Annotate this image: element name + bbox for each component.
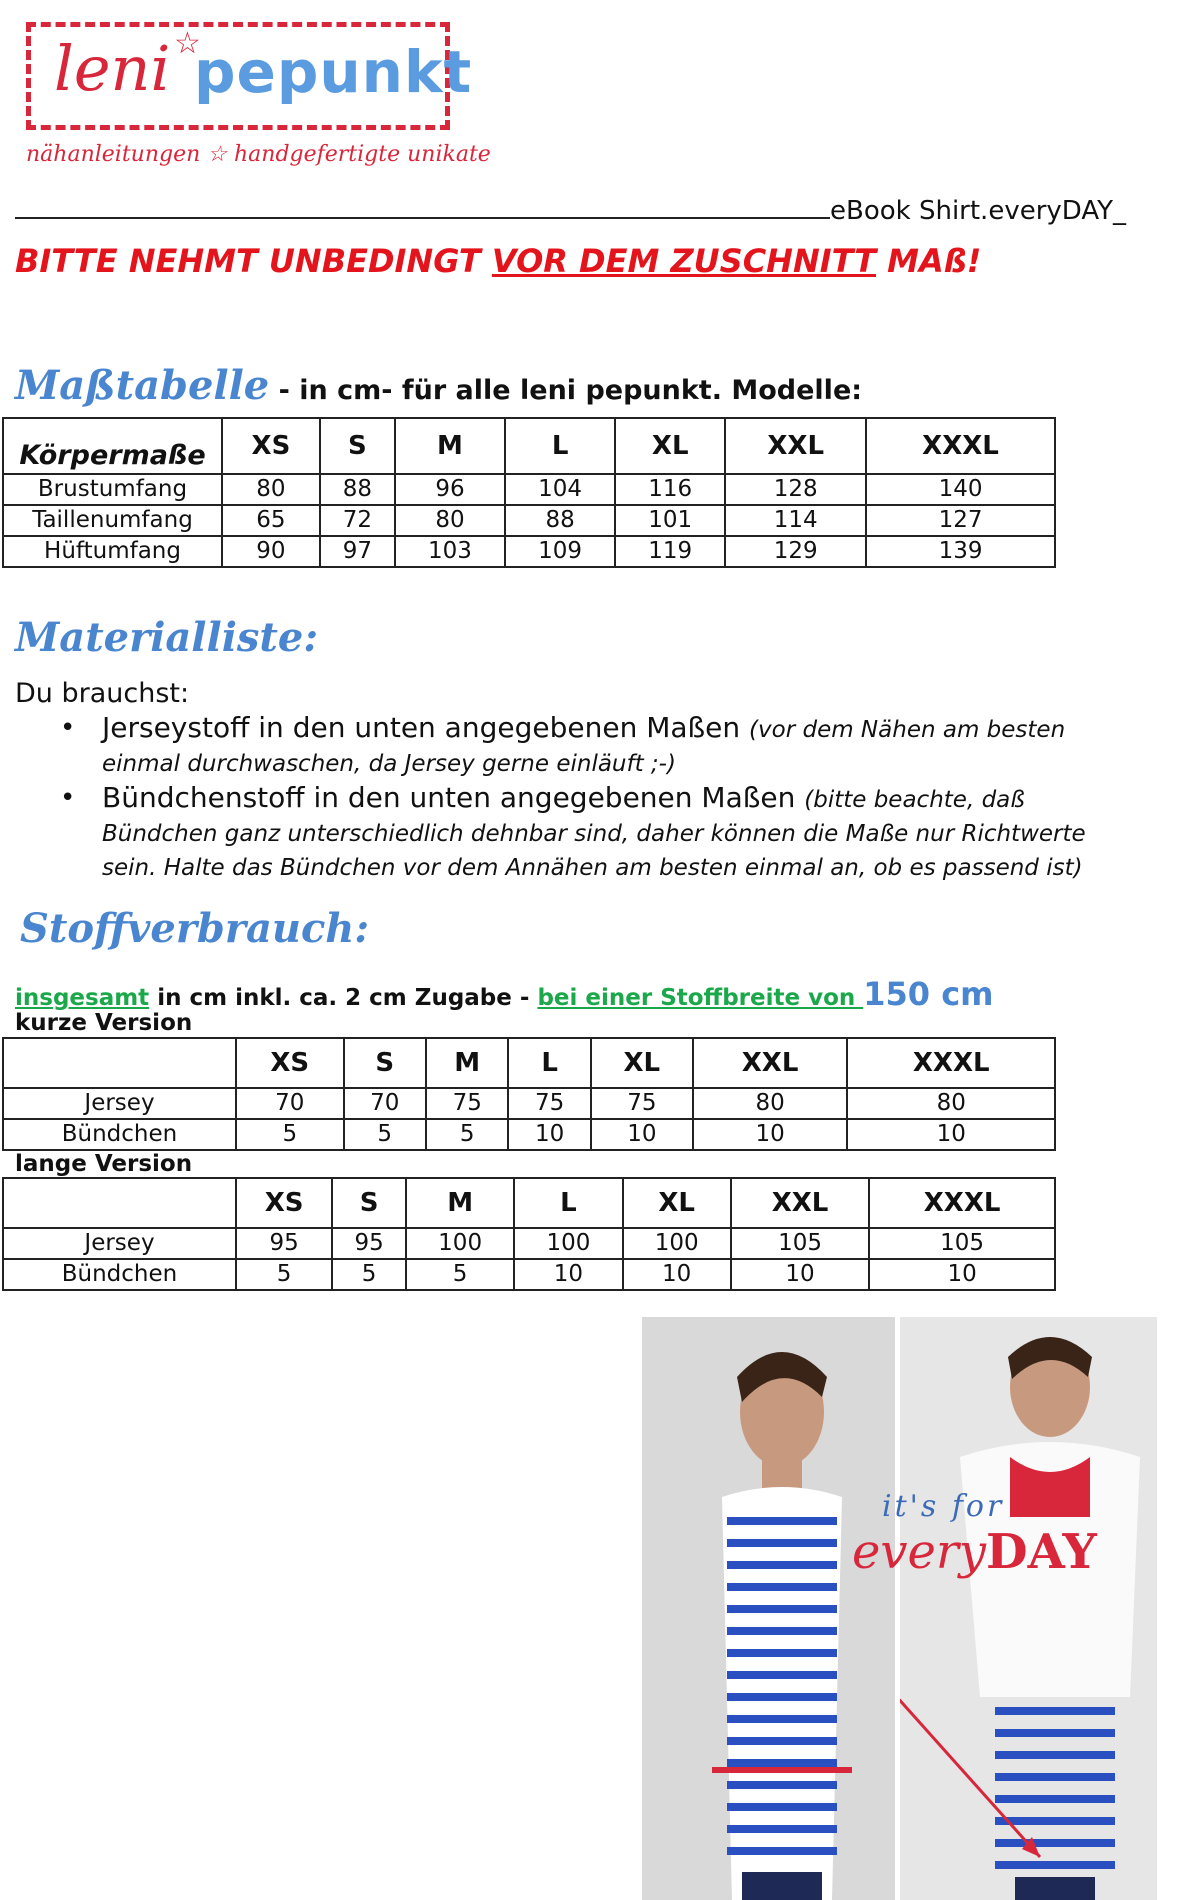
table-cell: 95	[236, 1228, 332, 1259]
table-cell: 5	[236, 1119, 344, 1150]
table-cell: 65	[222, 505, 320, 536]
photo-panel-right	[900, 1317, 1157, 1900]
material-list	[60, 712, 1110, 886]
table-cell: 10	[591, 1119, 693, 1150]
fabric-table-short	[2, 1037, 1056, 1151]
table-cell: 90	[222, 536, 320, 567]
table-cell: 128	[725, 474, 866, 505]
size-header: XXL	[693, 1038, 848, 1088]
logo-tagline: nähanleitungen ☆ handgefertigte unikate	[26, 142, 491, 167]
table-header-row	[3, 1178, 1055, 1228]
masstabelle-title: Maßtabelle	[15, 362, 270, 409]
table-cell: 139	[866, 536, 1055, 567]
star-icon: ☆	[174, 26, 201, 61]
size-header: M	[426, 1038, 508, 1088]
table-header-row	[3, 1038, 1055, 1088]
table-cell: 95	[332, 1228, 406, 1259]
size-header: XXXL	[847, 1038, 1055, 1088]
size-header: XS	[222, 418, 320, 474]
desc-part1: insgesamt	[15, 985, 150, 1011]
table-cell: 75	[426, 1088, 508, 1119]
desc-part4: 150 cm	[863, 975, 994, 1013]
table-row	[3, 1228, 1055, 1259]
size-header: L	[508, 1038, 590, 1088]
logo	[24, 22, 491, 182]
table-cell: 80	[395, 505, 505, 536]
table-cell: 5	[344, 1119, 426, 1150]
row-label: Jersey	[3, 1088, 236, 1119]
table-cell: 80	[693, 1088, 848, 1119]
masstabelle-heading	[15, 362, 862, 409]
overlay-day: DAY	[986, 1524, 1097, 1580]
row-label: Bündchen	[3, 1119, 236, 1150]
table-cell: 88	[505, 505, 615, 536]
table-row	[3, 474, 1055, 505]
table-cell: 97	[320, 536, 395, 567]
row-label: Hüftumfang	[3, 536, 222, 567]
table-cell: 127	[866, 505, 1055, 536]
row-label: Taillenumfang	[3, 505, 222, 536]
table-row	[3, 505, 1055, 536]
warning-part2: VOR DEM ZUSCHNITT	[491, 242, 877, 280]
desc-part3: bei einer Stoffbreite von	[537, 985, 864, 1011]
table-cell: 5	[236, 1259, 332, 1290]
bullet-icon: •	[60, 783, 76, 813]
overlay-small-text: it's for	[882, 1489, 1005, 1524]
table-cell: 80	[222, 474, 320, 505]
body-measurements-table	[2, 417, 1056, 568]
table-cell: 5	[426, 1119, 508, 1150]
overlay-every: every	[852, 1524, 986, 1580]
size-header: S	[320, 418, 395, 474]
size-header: L	[505, 418, 615, 474]
materialliste-heading: Materialliste:	[15, 614, 319, 661]
corner-cell	[3, 1038, 236, 1088]
size-header: XS	[236, 1178, 332, 1228]
masstabelle-subtitle: - in cm- für alle leni pepunkt. Modelle:	[269, 375, 863, 406]
table-cell: 109	[505, 536, 615, 567]
table-cell: 88	[320, 474, 395, 505]
table-cell: 80	[847, 1088, 1055, 1119]
warning-text	[15, 242, 981, 280]
warning-part1: BITTE NEHMT UNBEDINGT	[15, 242, 492, 280]
size-header: S	[332, 1178, 406, 1228]
table-cell: 10	[693, 1119, 848, 1150]
ebook-title: eBook Shirt.everyDAY_	[830, 196, 1126, 226]
row-label: Jersey	[3, 1228, 236, 1259]
table-cell: 10	[508, 1119, 590, 1150]
photo-left-illustration	[642, 1317, 895, 1900]
photo-right-illustration	[900, 1317, 1157, 1900]
size-header: XS	[236, 1038, 344, 1088]
table-cell: 129	[725, 536, 866, 567]
list-item	[60, 782, 1110, 884]
table-cell: 72	[320, 505, 395, 536]
table-row	[3, 536, 1055, 567]
table-cell: 100	[623, 1228, 731, 1259]
fabric-table-long	[2, 1177, 1056, 1291]
desc-part2: in cm inkl. ca. 2 cm Zugabe -	[149, 985, 538, 1011]
table-row	[3, 1119, 1055, 1150]
material-note: (bitte beachte, daß Bündchen ganz unterschiedlich dehnbar sind, daher können die Maße nur Richtwerte sein. Halte das Bündchen vor dem Annähen am besten einmal an, ob es passend ist)	[102, 787, 1086, 881]
table-cell: 96	[395, 474, 505, 505]
corner-cell	[3, 1178, 236, 1228]
everyday-overlay	[852, 1489, 1097, 1580]
table-cell: 119	[615, 536, 725, 567]
size-header: M	[406, 1178, 514, 1228]
table-cell: 10	[514, 1259, 622, 1290]
size-header: XXXL	[866, 418, 1055, 474]
table-header-row	[3, 418, 1055, 474]
size-header: L	[514, 1178, 622, 1228]
size-header: S	[344, 1038, 426, 1088]
row-label: Brustumfang	[3, 474, 222, 505]
materialliste-intro: Du brauchst:	[15, 678, 190, 709]
photo-panel-left	[642, 1317, 895, 1900]
table-cell: 70	[344, 1088, 426, 1119]
row-label: Bündchen	[3, 1259, 236, 1290]
material-main: Bündchenstoff in den unten angegebenen Maßen	[102, 781, 805, 814]
warning-part3: MAß!	[876, 242, 982, 280]
size-header: XL	[615, 418, 725, 474]
header-line	[15, 196, 1125, 226]
table-cell: 101	[615, 505, 725, 536]
table-row	[3, 1088, 1055, 1119]
bullet-icon: •	[60, 713, 76, 743]
table-cell: 105	[731, 1228, 869, 1259]
stoffverbrauch-heading: Stoffverbrauch:	[20, 905, 370, 952]
header-rule	[15, 217, 830, 219]
table-cell: 114	[725, 505, 866, 536]
table-cell: 5	[406, 1259, 514, 1290]
table-cell: 75	[591, 1088, 693, 1119]
kurze-version-label: kurze Version	[15, 1010, 193, 1036]
size-header: XL	[623, 1178, 731, 1228]
stoffverbrauch-description	[15, 975, 994, 1013]
table-cell: 100	[514, 1228, 622, 1259]
material-note: (vor dem Nähen am besten einmal durchwaschen, da Jersey gerne einläuft ;-)	[102, 717, 1066, 777]
table-cell: 100	[406, 1228, 514, 1259]
table-cell: 116	[615, 474, 725, 505]
size-header: XXL	[731, 1178, 869, 1228]
table-cell: 10	[869, 1259, 1055, 1290]
table-cell: 10	[623, 1259, 731, 1290]
size-header: XXXL	[869, 1178, 1055, 1228]
logo-brand-pepunkt: pepunkt	[194, 38, 473, 106]
table-cell: 75	[508, 1088, 590, 1119]
product-photo	[642, 1317, 1157, 1900]
table-cell: 5	[332, 1259, 406, 1290]
table-cell: 10	[847, 1119, 1055, 1150]
list-item	[60, 712, 1110, 780]
table-cell: 70	[236, 1088, 344, 1119]
material-main: Jerseystoff in den unten angegebenen Maßen	[102, 711, 750, 744]
table-row	[3, 1259, 1055, 1290]
logo-brand-leni: leni	[54, 32, 171, 105]
corner-label: Körpermaße	[3, 418, 222, 474]
table-cell: 104	[505, 474, 615, 505]
table-cell: 103	[395, 536, 505, 567]
size-header: XXL	[725, 418, 866, 474]
table-cell: 10	[731, 1259, 869, 1290]
size-header: M	[395, 418, 505, 474]
table-cell: 105	[869, 1228, 1055, 1259]
size-header: XL	[591, 1038, 693, 1088]
table-cell: 140	[866, 474, 1055, 505]
lange-version-label: lange Version	[15, 1151, 193, 1177]
